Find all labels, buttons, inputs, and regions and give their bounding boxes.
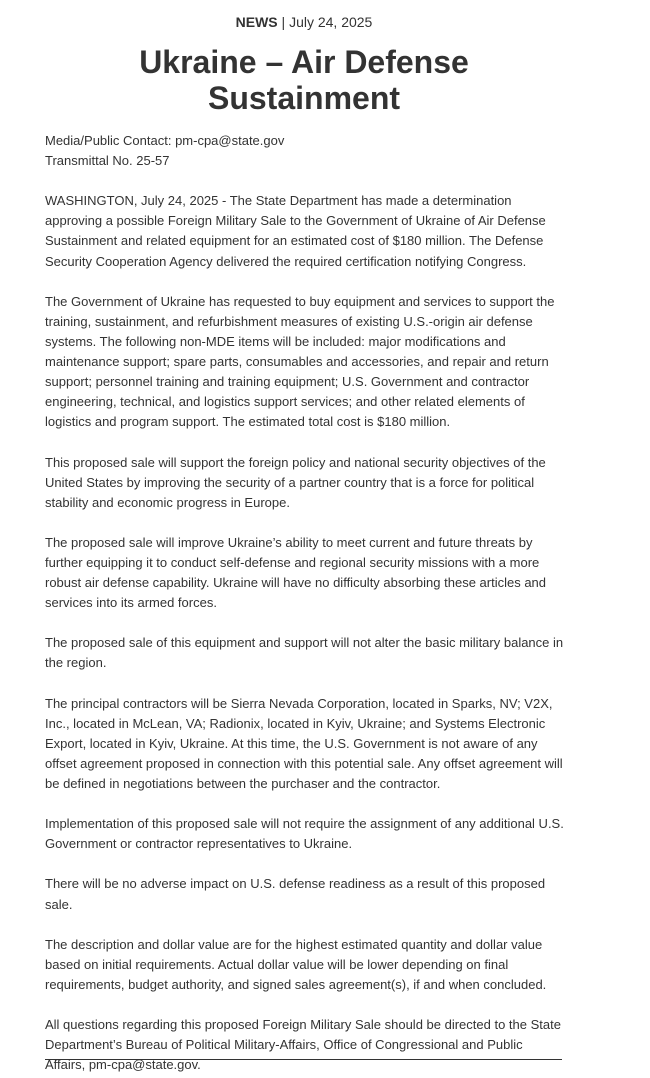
paragraph-policy: This proposed sale will support the foreign policy and national security objectives of the United States by improving the security of a partner country that is a force for political stability and economic progress in Europe. (45, 454, 546, 510)
article-header (0, 13, 608, 31)
article-body (45, 131, 565, 1075)
paragraph-spacer (45, 513, 565, 533)
transmittal-number: Transmittal No. 25-57 (45, 153, 170, 169)
paragraph-spacer (45, 432, 565, 452)
paragraph-request: The Government of Ukraine has requested to buy equipment and services to support the training, sustainment, and refurbishment measures of existing U.S.-origin air defense systems. The following non-MDE items will be included: major modifications and maintenance support; spare parts, consumables and accessories, and repair and return support; personnel training and training equipment; U.S. Government and contractor engineering, technical, and logistics support services; and other related elements of logistics and program support. The estimated total cost is $180 million. (45, 293, 555, 430)
page-title (0, 44, 608, 116)
paragraph-balance: The proposed sale of this equipment and support will not alter the basic military balance in the region. (45, 635, 564, 671)
bottom-divider (45, 1059, 562, 1060)
category-label: NEWS (235, 14, 278, 30)
paragraph-readiness: There will be no adverse impact on U.S. defense readiness as a result of this proposed sale. (45, 876, 546, 912)
paragraph-spacer (45, 794, 565, 814)
paragraph-spacer (45, 995, 565, 1015)
paragraph-capability: The proposed sale will improve Ukraine’s ability to meet current and future threats by further equipping it to conduct self-defense and regional security missions with a more robust air defense capability. Ukraine will have no difficulty absorbing these articles and services into its armed forces. (45, 534, 547, 611)
paragraph-spacer (45, 854, 565, 874)
page-title-line-1: Ukraine – Air Defense (139, 44, 469, 80)
paragraph-valuation: The description and dollar value are for the highest estimated quantity and dollar value based on initial requirements. Actual dollar value will be lower depending on final requirements, budget authority, and signed sales agreement(s), if and when concluded. (45, 936, 547, 992)
paragraph-contractors: The principal contractors will be Sierra Nevada Corporation, located in Sparks, NV; V2X, Inc., located in McLean, VA; Radionix, located in Kyiv, Ukraine; and Systems Electronic Export, located in Kyiv, Ukraine. At this time, the U.S. Government is not aware of any offset agreement proposed in connection with this potential sale. Any offset agreement will be defined in negotiations between the purchaser and the contractor. (45, 695, 563, 791)
media-contact: Media/Public Contact: pm-cpa@state.gov (45, 133, 285, 148)
publish-date: July 24, 2025 (289, 14, 373, 30)
paragraph-implementation: Implementation of this proposed sale will not require the assignment of any additional U.S. Government or contractor representatives to Ukraine. (45, 816, 564, 852)
paragraph-spacer (45, 272, 565, 292)
paragraph-spacer (45, 613, 565, 633)
paragraph-questions: All questions regarding this proposed Foreign Military Sale should be directed to the State Department’s Bureau of Political Military-Affairs, Office of Congressional and Public Affairs, pm-cpa@state.gov. (45, 1017, 561, 1073)
header-separator: | (277, 14, 290, 30)
page-title-line-2: Sustainment (207, 80, 401, 116)
paragraph-spacer (45, 915, 565, 935)
paragraph-spacer (45, 674, 565, 694)
paragraph-announcement: WASHINGTON, July 24, 2025 - The State Department has made a determination approving a possible Foreign Military Sale to the Government of Ukraine of Air Defense Sustainment and related equipment for an estimated cost of $180 million. The Defense Security Cooperation Agency delivered the required certification notifying Congress. (45, 193, 546, 269)
paragraph-spacer (45, 171, 565, 191)
